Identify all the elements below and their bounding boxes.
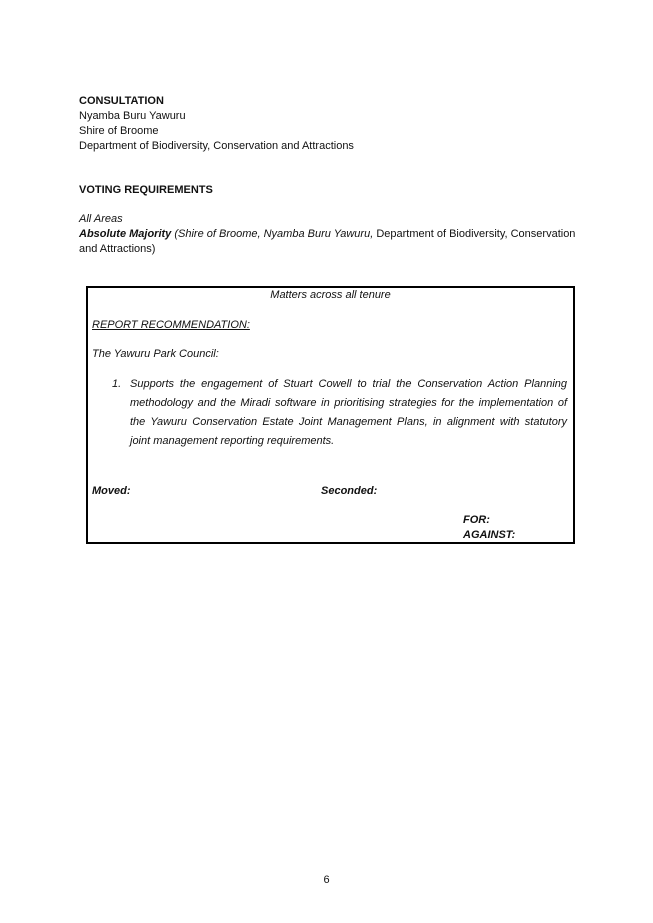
consultation-line: Department of Biodiversity, Conservation and Attractions bbox=[79, 140, 354, 152]
report-recommendation-heading: REPORT RECOMMENDATION: bbox=[92, 319, 250, 331]
item-text: Supports the engagement of Stuart Cowell to trial the Conservation Action Planning methodology and the Miradi software in prioritising strategies for the implementation of the Yawuru Conservation Estate Joint Management Plans, in alignment with statutory joint management reporting requirements. bbox=[130, 378, 567, 447]
majority-rest: Department of Biodiversity, Conservation bbox=[373, 228, 576, 240]
voting-majority bbox=[79, 227, 579, 242]
for-label: FOR: bbox=[463, 514, 490, 526]
voting-areas: All Areas bbox=[79, 213, 123, 225]
box-title: Matters across all tenure bbox=[270, 289, 391, 301]
majority-italic: (Shire of Broome, Nyamba Buru Yawuru, bbox=[171, 228, 374, 240]
consultation-line: Nyamba Buru Yawuru bbox=[79, 110, 186, 122]
majority-label: Absolute Majority bbox=[79, 228, 172, 240]
moved-label: Moved: bbox=[92, 485, 131, 497]
page-number: 6 bbox=[323, 874, 330, 886]
consultation-heading: CONSULTATION bbox=[79, 95, 164, 107]
seconded-label: Seconded: bbox=[321, 485, 378, 497]
consultation-line: Shire of Broome bbox=[79, 125, 159, 137]
item-number: 1. bbox=[112, 378, 122, 390]
voting-heading: VOTING REQUIREMENTS bbox=[79, 184, 213, 196]
council-line: The Yawuru Park Council: bbox=[92, 348, 219, 360]
voting-majority-line2: and Attractions) bbox=[79, 243, 156, 255]
against-label: AGAINST: bbox=[463, 529, 516, 541]
